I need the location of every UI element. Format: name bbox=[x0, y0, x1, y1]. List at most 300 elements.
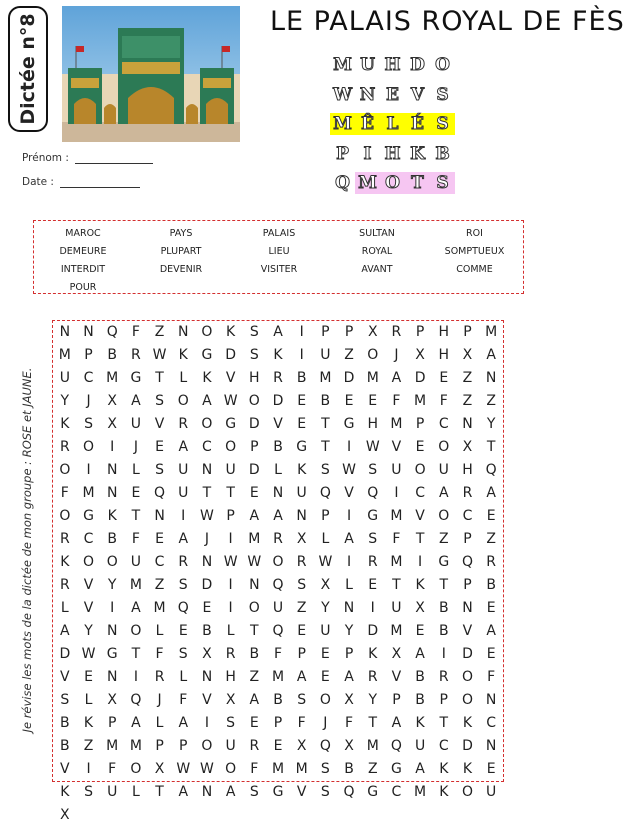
grid-letter[interactable]: B bbox=[296, 370, 307, 386]
grid-letter[interactable]: N bbox=[106, 623, 118, 639]
grid-letter[interactable]: X bbox=[107, 416, 117, 432]
grid-letter[interactable]: U bbox=[225, 462, 236, 478]
grid-letter[interactable]: B bbox=[415, 669, 425, 685]
grid-letter[interactable]: M bbox=[414, 784, 427, 800]
grid-letter[interactable]: L bbox=[155, 715, 164, 731]
grid-letter[interactable]: O bbox=[130, 761, 142, 777]
grid-letter[interactable]: O bbox=[461, 669, 473, 685]
grid-letter[interactable]: U bbox=[225, 738, 236, 754]
grid-letter[interactable]: G bbox=[296, 439, 308, 455]
grid-letter[interactable]: P bbox=[463, 531, 472, 547]
grid-letter[interactable]: Q bbox=[367, 485, 379, 501]
grid-letter[interactable]: K bbox=[273, 347, 283, 363]
grid-letter[interactable]: B bbox=[107, 347, 117, 363]
grid-letter[interactable]: S bbox=[249, 347, 259, 363]
grid-letter[interactable]: B bbox=[320, 393, 331, 409]
grid-letter[interactable]: L bbox=[155, 623, 164, 639]
grid-letter[interactable]: C bbox=[83, 531, 94, 547]
grid-letter[interactable]: S bbox=[84, 784, 93, 800]
grid-letter[interactable]: L bbox=[274, 462, 282, 478]
grid-letter[interactable]: V bbox=[296, 784, 307, 800]
grid-letter[interactable]: L bbox=[321, 531, 330, 547]
grid-letter[interactable]: E bbox=[439, 370, 449, 386]
grid-letter[interactable]: M bbox=[390, 554, 403, 570]
grid-letter[interactable]: M bbox=[319, 370, 332, 386]
grid-letter[interactable]: M bbox=[366, 738, 379, 754]
grid-letter[interactable]: S bbox=[297, 692, 307, 708]
grid-letter[interactable]: T bbox=[439, 577, 449, 593]
grid-letter[interactable]: N bbox=[296, 508, 307, 524]
grid-letter[interactable]: K bbox=[60, 554, 70, 570]
grid-letter[interactable]: U bbox=[130, 554, 142, 570]
grid-letter[interactable]: E bbox=[202, 600, 212, 616]
grid-letter[interactable]: O bbox=[83, 554, 95, 570]
grid-letter[interactable]: N bbox=[106, 462, 118, 478]
grid-letter[interactable]: R bbox=[296, 554, 307, 570]
grid-letter[interactable]: C bbox=[438, 416, 449, 432]
grid-letter[interactable]: N bbox=[485, 692, 497, 708]
grid-letter[interactable]: X bbox=[296, 738, 307, 754]
grid-letter[interactable]: N bbox=[201, 784, 213, 800]
grid-letter[interactable]: D bbox=[59, 646, 71, 662]
grid-letter[interactable]: S bbox=[249, 324, 259, 340]
grid-letter[interactable]: E bbox=[273, 738, 283, 754]
grid-letter[interactable]: Z bbox=[83, 738, 94, 754]
grid-letter[interactable]: P bbox=[179, 738, 188, 754]
grid-letter[interactable]: C bbox=[154, 554, 165, 570]
grid-letter[interactable]: T bbox=[131, 646, 141, 662]
grid-letter[interactable]: V bbox=[60, 761, 70, 777]
grid-letter[interactable]: P bbox=[84, 347, 93, 363]
grid-letter[interactable]: V bbox=[202, 692, 212, 708]
grid-letter[interactable]: I bbox=[441, 646, 446, 662]
grid-letter[interactable]: D bbox=[367, 623, 379, 639]
grid-letter[interactable]: I bbox=[228, 531, 233, 547]
grid-letter[interactable]: P bbox=[297, 646, 306, 662]
grid-letter[interactable]: R bbox=[367, 554, 378, 570]
grid-letter[interactable]: B bbox=[273, 692, 283, 708]
grid-letter[interactable]: Q bbox=[272, 623, 284, 639]
grid-letter[interactable]: X bbox=[320, 577, 331, 593]
grid-letter[interactable]: S bbox=[155, 393, 165, 409]
grid-letter[interactable]: A bbox=[273, 508, 283, 524]
grid-letter[interactable]: E bbox=[131, 485, 141, 501]
grid-letter[interactable]: C bbox=[462, 508, 473, 524]
grid-letter[interactable]: O bbox=[248, 393, 260, 409]
grid-letter[interactable]: Y bbox=[486, 416, 496, 432]
grid-letter[interactable]: R bbox=[249, 738, 260, 754]
grid-letter[interactable]: M bbox=[414, 393, 427, 409]
grid-letter[interactable]: V bbox=[225, 370, 236, 386]
grid-letter[interactable]: J bbox=[86, 393, 91, 409]
grid-letter[interactable]: L bbox=[226, 623, 235, 639]
grid-letter[interactable]: Q bbox=[319, 738, 331, 754]
grid-letter[interactable]: O bbox=[367, 347, 379, 363]
grid-letter[interactable]: N bbox=[272, 485, 284, 501]
grid-letter[interactable]: N bbox=[59, 324, 71, 340]
grid-letter[interactable]: N bbox=[201, 462, 213, 478]
grid-letter[interactable]: Y bbox=[60, 393, 70, 409]
grid-letter[interactable]: M bbox=[485, 324, 498, 340]
grid-letter[interactable]: E bbox=[415, 623, 425, 639]
grid-letter[interactable]: L bbox=[131, 784, 140, 800]
grid-letter[interactable]: A bbox=[178, 715, 189, 731]
grid-letter[interactable]: A bbox=[486, 347, 496, 363]
grid-letter[interactable]: Z bbox=[462, 370, 473, 386]
grid-letter[interactable]: V bbox=[415, 508, 425, 524]
grid-letter[interactable]: X bbox=[344, 692, 354, 708]
grid-letter[interactable]: M bbox=[129, 577, 142, 593]
grid-letter[interactable]: N bbox=[462, 600, 473, 616]
grid-letter[interactable]: P bbox=[107, 715, 117, 731]
grid-letter[interactable]: S bbox=[60, 692, 70, 708]
grid-letter[interactable]: R bbox=[154, 669, 165, 685]
grid-letter[interactable]: U bbox=[59, 370, 70, 386]
grid-letter[interactable]: C bbox=[438, 738, 449, 754]
grid-letter[interactable]: J bbox=[204, 531, 209, 547]
grid-letter[interactable]: T bbox=[486, 439, 496, 455]
grid-letter[interactable]: F bbox=[179, 692, 188, 708]
grid-letter[interactable]: M bbox=[390, 416, 403, 432]
grid-letter[interactable]: L bbox=[131, 462, 140, 478]
grid-letter[interactable]: N bbox=[201, 669, 213, 685]
grid-letter[interactable]: Z bbox=[367, 761, 378, 777]
grid-letter[interactable]: I bbox=[133, 669, 138, 685]
grid-letter[interactable]: A bbox=[178, 439, 189, 455]
grid-letter[interactable]: X bbox=[154, 761, 165, 777]
grid-letter[interactable]: P bbox=[439, 692, 448, 708]
grid-letter[interactable]: V bbox=[60, 669, 70, 685]
grid-letter[interactable]: M bbox=[58, 347, 71, 363]
grid-letter[interactable]: H bbox=[438, 347, 450, 363]
grid-letter[interactable]: D bbox=[225, 347, 237, 363]
grid-letter[interactable]: Q bbox=[461, 554, 473, 570]
grid-letter[interactable]: Q bbox=[485, 462, 497, 478]
grid-letter[interactable]: C bbox=[83, 370, 94, 386]
grid-letter[interactable]: M bbox=[295, 761, 308, 777]
grid-letter[interactable]: P bbox=[463, 324, 472, 340]
grid-letter[interactable]: Q bbox=[390, 738, 402, 754]
grid-letter[interactable]: Z bbox=[438, 531, 449, 547]
grid-letter[interactable]: R bbox=[178, 416, 189, 432]
grid-letter[interactable]: P bbox=[250, 439, 259, 455]
grid-letter[interactable]: O bbox=[225, 439, 237, 455]
grid-letter[interactable]: V bbox=[462, 623, 473, 639]
grid-letter[interactable]: V bbox=[83, 577, 94, 593]
grid-letter[interactable]: F bbox=[392, 531, 401, 547]
grid-letter[interactable]: K bbox=[83, 715, 94, 731]
grid-letter[interactable]: N bbox=[485, 738, 497, 754]
grid-letter[interactable]: N bbox=[83, 324, 94, 340]
grid-letter[interactable]: M bbox=[106, 370, 119, 386]
grid-letter[interactable]: N bbox=[201, 554, 213, 570]
grid-letter[interactable]: Y bbox=[107, 577, 117, 593]
grid-letter[interactable]: C bbox=[202, 439, 212, 455]
grid-letter[interactable]: A bbox=[178, 531, 189, 547]
grid-letter[interactable]: V bbox=[391, 439, 402, 455]
grid-letter[interactable]: S bbox=[178, 646, 188, 662]
grid-letter[interactable]: F bbox=[155, 646, 164, 662]
grid-letter[interactable]: P bbox=[415, 416, 425, 432]
grid-letter[interactable]: Q bbox=[130, 692, 142, 708]
grid-letter[interactable]: O bbox=[201, 416, 213, 432]
grid-letter[interactable]: B bbox=[273, 439, 283, 455]
grid-letter[interactable]: V bbox=[83, 600, 94, 616]
grid-letter[interactable]: K bbox=[368, 646, 378, 662]
grid-letter[interactable]: T bbox=[415, 531, 425, 547]
grid-letter[interactable]: O bbox=[248, 600, 260, 616]
grid-letter[interactable]: R bbox=[59, 531, 70, 547]
grid-letter[interactable]: I bbox=[86, 462, 91, 478]
grid-letter[interactable]: M bbox=[82, 485, 95, 501]
grid-letter[interactable]: R bbox=[391, 324, 402, 340]
grid-letter[interactable]: F bbox=[439, 393, 448, 409]
grid-letter[interactable]: E bbox=[320, 646, 330, 662]
grid-letter[interactable]: T bbox=[439, 715, 449, 731]
grid-letter[interactable]: W bbox=[81, 646, 96, 662]
grid-letter[interactable]: G bbox=[367, 508, 379, 524]
grid-letter[interactable]: S bbox=[84, 416, 93, 432]
grid-letter[interactable]: H bbox=[438, 324, 450, 340]
grid-letter[interactable]: I bbox=[370, 600, 375, 616]
grid-letter[interactable]: W bbox=[200, 761, 214, 777]
grid-letter[interactable]: N bbox=[106, 669, 118, 685]
grid-letter[interactable]: A bbox=[415, 646, 425, 662]
grid-letter[interactable]: P bbox=[344, 324, 354, 340]
firstname-line[interactable] bbox=[75, 163, 153, 164]
grid-letter[interactable]: U bbox=[486, 784, 497, 800]
grid-letter[interactable]: V bbox=[344, 485, 354, 501]
grid-letter[interactable]: K bbox=[439, 784, 449, 800]
grid-letter[interactable]: O bbox=[461, 784, 473, 800]
grid-letter[interactable]: I bbox=[204, 715, 209, 731]
grid-letter[interactable]: D bbox=[272, 393, 284, 409]
grid-letter[interactable]: A bbox=[131, 715, 141, 731]
grid-letter[interactable]: K bbox=[60, 784, 70, 800]
grid-letter[interactable]: F bbox=[297, 715, 306, 731]
grid-letter[interactable]: M bbox=[271, 761, 285, 777]
grid-letter[interactable]: Z bbox=[344, 347, 354, 363]
grid-letter[interactable]: H bbox=[462, 462, 473, 478]
grid-letter[interactable]: W bbox=[152, 347, 167, 363]
grid-letter[interactable]: G bbox=[83, 508, 94, 524]
grid-letter[interactable]: A bbox=[178, 784, 189, 800]
grid-letter[interactable]: I bbox=[228, 600, 233, 616]
grid-letter[interactable]: S bbox=[320, 462, 330, 478]
grid-letter[interactable]: L bbox=[84, 692, 93, 708]
grid-letter[interactable]: B bbox=[107, 531, 117, 547]
grid-letter[interactable]: W bbox=[223, 393, 238, 409]
grid-letter[interactable]: A bbox=[486, 623, 496, 639]
grid-letter[interactable]: T bbox=[131, 508, 141, 524]
grid-letter[interactable]: F bbox=[345, 715, 354, 731]
grid-letter[interactable]: Q bbox=[272, 577, 284, 593]
grid-letter[interactable]: E bbox=[155, 439, 164, 455]
grid-letter[interactable]: O bbox=[59, 508, 71, 524]
grid-letter[interactable]: R bbox=[438, 669, 449, 685]
grid-letter[interactable]: H bbox=[367, 416, 378, 432]
grid-letter[interactable]: D bbox=[462, 646, 473, 662]
grid-letter[interactable]: I bbox=[110, 439, 115, 455]
grid-letter[interactable]: E bbox=[249, 485, 259, 501]
grid-letter[interactable]: Y bbox=[321, 600, 330, 616]
grid-letter[interactable]: W bbox=[342, 462, 356, 478]
grid-letter[interactable]: U bbox=[178, 485, 189, 501]
grid-letter[interactable]: R bbox=[273, 370, 283, 386]
grid-letter[interactable]: O bbox=[225, 761, 237, 777]
grid-letter[interactable]: I bbox=[346, 439, 352, 455]
grid-letter[interactable]: A bbox=[60, 623, 70, 639]
grid-letter[interactable]: W bbox=[318, 554, 333, 570]
grid-letter[interactable]: G bbox=[272, 784, 284, 800]
grid-letter[interactable]: X bbox=[107, 393, 117, 409]
grid-letter[interactable]: K bbox=[226, 324, 236, 340]
grid-letter[interactable]: K bbox=[415, 577, 425, 593]
grid-letter[interactable]: J bbox=[157, 692, 162, 708]
grid-letter[interactable]: X bbox=[225, 692, 236, 708]
grid-letter[interactable]: X bbox=[391, 646, 402, 662]
grid-letter[interactable]: X bbox=[415, 347, 425, 363]
grid-letter[interactable]: S bbox=[320, 761, 330, 777]
grid-letter[interactable]: E bbox=[297, 393, 307, 409]
grid-letter[interactable]: V bbox=[273, 416, 283, 432]
grid-letter[interactable]: R bbox=[178, 554, 189, 570]
grid-letter[interactable]: X bbox=[367, 324, 378, 340]
grid-letter[interactable]: K bbox=[297, 462, 307, 478]
grid-letter[interactable]: I bbox=[228, 577, 233, 593]
grid-letter[interactable]: G bbox=[390, 761, 402, 777]
grid-letter[interactable]: F bbox=[273, 646, 283, 662]
grid-letter[interactable]: K bbox=[462, 715, 473, 731]
grid-letter[interactable]: U bbox=[391, 600, 402, 616]
grid-letter[interactable]: K bbox=[60, 416, 70, 432]
grid-letter[interactable]: A bbox=[438, 485, 449, 501]
grid-letter[interactable]: K bbox=[415, 715, 425, 731]
grid-letter[interactable]: S bbox=[249, 784, 259, 800]
grid-letter[interactable]: E bbox=[178, 623, 188, 639]
grid-letter[interactable]: P bbox=[344, 646, 354, 662]
grid-letter[interactable]: T bbox=[202, 485, 212, 501]
grid-letter[interactable]: Y bbox=[368, 692, 378, 708]
grid-letter[interactable]: N bbox=[178, 324, 189, 340]
grid-letter[interactable]: S bbox=[178, 577, 188, 593]
grid-letter[interactable]: A bbox=[391, 715, 402, 731]
grid-letter[interactable]: A bbox=[415, 761, 425, 777]
grid-letter[interactable]: U bbox=[391, 462, 402, 478]
grid-letter[interactable]: B bbox=[249, 646, 260, 662]
grid-letter[interactable]: X bbox=[296, 531, 307, 547]
grid-letter[interactable]: Z bbox=[462, 393, 473, 409]
grid-letter[interactable]: O bbox=[461, 692, 473, 708]
grid-letter[interactable]: C bbox=[415, 485, 425, 501]
grid-letter[interactable]: F bbox=[60, 485, 69, 501]
grid-letter[interactable]: Q bbox=[343, 784, 355, 800]
grid-letter[interactable]: O bbox=[272, 554, 284, 570]
grid-letter[interactable]: X bbox=[202, 646, 212, 662]
grid-letter[interactable]: M bbox=[390, 508, 403, 524]
grid-letter[interactable]: S bbox=[368, 462, 378, 478]
grid-letter[interactable]: F bbox=[250, 761, 259, 777]
grid-letter[interactable]: E bbox=[249, 715, 259, 731]
grid-letter[interactable]: M bbox=[106, 738, 119, 754]
grid-letter[interactable]: E bbox=[486, 646, 496, 662]
grid-letter[interactable]: U bbox=[414, 738, 426, 754]
grid-letter[interactable]: I bbox=[394, 485, 399, 501]
grid-letter[interactable]: G bbox=[201, 347, 213, 363]
grid-letter[interactable]: B bbox=[202, 623, 212, 639]
grid-letter[interactable]: E bbox=[486, 761, 496, 777]
grid-letter[interactable]: N bbox=[154, 508, 165, 524]
grid-letter[interactable]: E bbox=[297, 623, 307, 639]
grid-letter[interactable]: R bbox=[462, 485, 473, 501]
grid-letter[interactable]: X bbox=[344, 738, 354, 754]
grid-letter[interactable]: M bbox=[248, 531, 261, 547]
grid-letter[interactable]: B bbox=[486, 577, 496, 593]
grid-letter[interactable]: Z bbox=[296, 600, 307, 616]
grid-letter[interactable]: R bbox=[59, 439, 70, 455]
grid-letter[interactable]: U bbox=[320, 347, 331, 363]
grid-letter[interactable]: W bbox=[223, 554, 238, 570]
grid-letter[interactable]: A bbox=[486, 485, 496, 501]
grid-letter[interactable]: R bbox=[273, 531, 283, 547]
grid-letter[interactable]: G bbox=[106, 646, 118, 662]
grid-letter[interactable]: X bbox=[462, 439, 473, 455]
grid-letter[interactable]: A bbox=[225, 784, 236, 800]
grid-letter[interactable]: X bbox=[415, 600, 425, 616]
grid-letter[interactable]: B bbox=[415, 692, 425, 708]
grid-letter[interactable]: A bbox=[296, 669, 307, 685]
grid-letter[interactable]: B bbox=[60, 738, 70, 754]
grid-letter[interactable]: J bbox=[323, 715, 328, 731]
grid-letter[interactable]: F bbox=[392, 393, 401, 409]
grid-letter[interactable]: I bbox=[346, 554, 352, 570]
grid-letter[interactable]: N bbox=[106, 485, 118, 501]
grid-letter[interactable]: X bbox=[60, 807, 70, 823]
grid-letter[interactable]: W bbox=[365, 439, 380, 455]
grid-letter[interactable]: F bbox=[131, 531, 140, 547]
grid-letter[interactable]: Q bbox=[319, 485, 331, 501]
grid-letter[interactable]: A bbox=[344, 531, 354, 547]
grid-letter[interactable]: H bbox=[249, 370, 260, 386]
grid-letter[interactable]: G bbox=[367, 784, 379, 800]
grid-letter[interactable]: M bbox=[129, 738, 142, 754]
grid-letter[interactable]: A bbox=[273, 324, 283, 340]
grid-letter[interactable]: O bbox=[438, 508, 450, 524]
grid-letter[interactable]: U bbox=[320, 623, 331, 639]
grid-letter[interactable]: E bbox=[84, 669, 93, 685]
grid-letter[interactable]: G bbox=[343, 416, 355, 432]
grid-letter[interactable]: P bbox=[463, 577, 472, 593]
grid-letter[interactable]: P bbox=[392, 692, 401, 708]
grid-letter[interactable]: U bbox=[438, 462, 449, 478]
grid-letter[interactable]: P bbox=[321, 324, 330, 340]
grid-letter[interactable]: F bbox=[108, 761, 117, 777]
grid-letter[interactable]: N bbox=[343, 600, 355, 616]
grid-letter[interactable]: B bbox=[60, 715, 70, 731]
grid-letter[interactable]: R bbox=[131, 347, 141, 363]
grid-letter[interactable]: O bbox=[106, 554, 118, 570]
grid-letter[interactable]: D bbox=[414, 370, 426, 386]
grid-letter[interactable]: D bbox=[201, 577, 213, 593]
grid-letter[interactable]: I bbox=[181, 508, 186, 524]
grid-letter[interactable]: O bbox=[201, 324, 213, 340]
grid-letter[interactable]: L bbox=[60, 600, 69, 616]
grid-letter[interactable]: J bbox=[133, 439, 138, 455]
grid-letter[interactable]: O bbox=[59, 462, 71, 478]
grid-letter[interactable]: S bbox=[155, 462, 165, 478]
grid-letter[interactable]: P bbox=[226, 508, 235, 524]
grid-letter[interactable]: A bbox=[391, 370, 402, 386]
